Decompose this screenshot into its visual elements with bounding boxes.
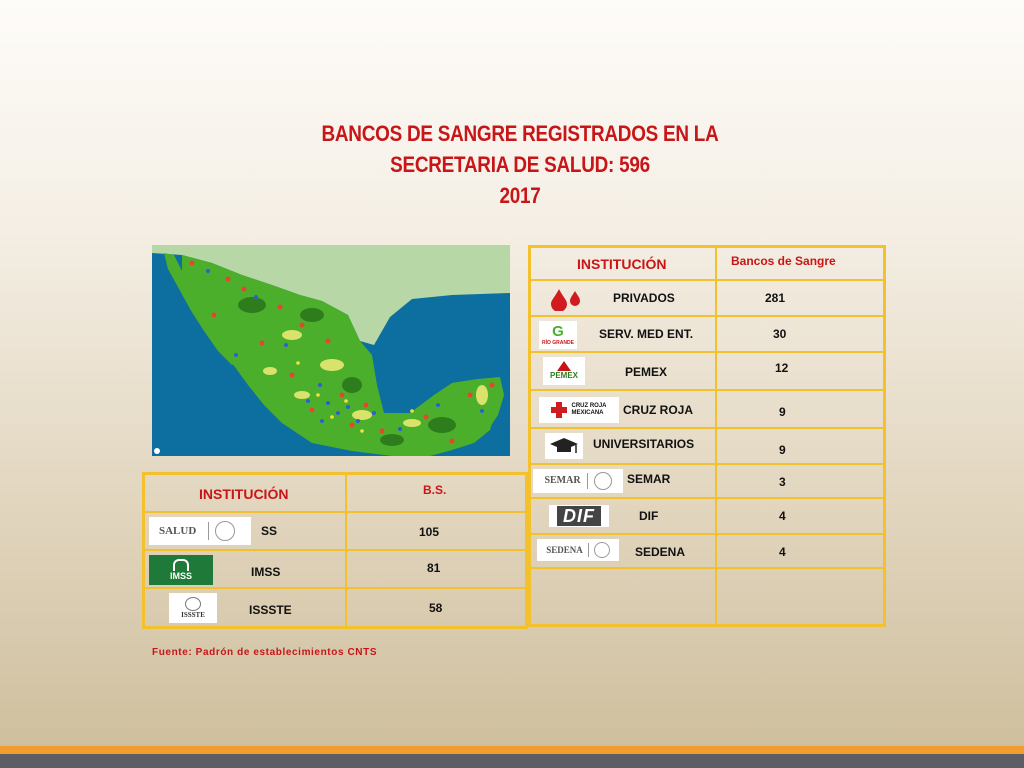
row-universitarios-institution bbox=[530, 428, 717, 464]
right-header-banks: Bancos de Sangre bbox=[731, 254, 836, 268]
right-institution-table bbox=[528, 245, 886, 627]
issste-logo-text: ISSSTE bbox=[181, 610, 205, 619]
left-header-institution-cell bbox=[144, 474, 347, 512]
title-line-3: 2017 bbox=[499, 183, 541, 208]
sedena-logo-text: SEDENA bbox=[546, 544, 583, 555]
red-cross-icon bbox=[551, 402, 567, 418]
row-universitarios-label: UNIVERSITARIOS bbox=[593, 436, 695, 451]
issste-emblem-icon bbox=[185, 597, 201, 611]
cruz-roja-logo bbox=[539, 397, 619, 423]
row-sedena-value: 4 bbox=[779, 544, 786, 559]
seal-icon bbox=[215, 521, 235, 541]
row-pemex-value-cell bbox=[716, 352, 885, 390]
empty-cell-left bbox=[530, 568, 717, 626]
page-title bbox=[250, 118, 790, 211]
row-dif-value: 4 bbox=[779, 508, 786, 523]
cruz-roja-logo-text: CRUZ ROJA bbox=[571, 402, 607, 409]
graduation-cap-icon bbox=[545, 433, 583, 459]
row-cruzroja-value-cell bbox=[716, 390, 885, 428]
row-ss-value-cell bbox=[346, 512, 527, 550]
right-header-institution: INSTITUCIÓN bbox=[577, 256, 667, 272]
pemex-logo bbox=[543, 357, 585, 385]
row-imss-institution bbox=[144, 550, 347, 588]
row-ss-institution bbox=[144, 512, 347, 550]
footer-orange-bar bbox=[0, 746, 1024, 754]
row-servmed-value: 30 bbox=[773, 326, 787, 341]
semar-logo-text: SEMAR bbox=[544, 475, 581, 486]
row-semar-institution bbox=[530, 464, 717, 498]
row-sedena-label: SEDENA bbox=[635, 544, 686, 559]
title-line-1: BANCOS DE SANGRE REGISTRADOS EN LA bbox=[321, 121, 719, 146]
empty-cell-right bbox=[716, 568, 885, 626]
footer-gray-bar bbox=[0, 754, 1024, 768]
row-imss-label: IMSS bbox=[251, 564, 281, 579]
row-servmed-institution bbox=[530, 316, 717, 352]
imss-logo-text: IMSS bbox=[169, 570, 192, 581]
row-cruzroja-institution bbox=[530, 390, 717, 428]
pemex-eagle-icon bbox=[557, 361, 571, 371]
sedena-seal-icon bbox=[594, 542, 610, 558]
mexico-map-graphic bbox=[152, 245, 510, 456]
row-universitarios-value-cell bbox=[716, 428, 885, 464]
sedena-logo bbox=[537, 539, 619, 561]
row-pemex-label: PEMEX bbox=[625, 364, 668, 379]
eagle-icon bbox=[173, 559, 189, 571]
row-dif-label: DIF bbox=[639, 508, 659, 523]
row-semar-value-cell bbox=[716, 464, 885, 498]
row-cruzroja-value: 9 bbox=[779, 404, 786, 419]
right-header-institution-cell bbox=[530, 247, 717, 280]
left-header-institution: INSTITUCIÓN bbox=[199, 486, 289, 502]
imss-logo bbox=[149, 555, 213, 585]
left-header-bs-cell bbox=[346, 474, 527, 512]
left-institution-table bbox=[142, 472, 528, 629]
row-servmed-value-cell bbox=[716, 316, 885, 352]
source-note: Fuente: Padrón de establecimientos CNTS bbox=[152, 647, 378, 658]
mexico-map bbox=[152, 245, 510, 456]
issste-logo bbox=[169, 593, 217, 623]
row-privados-value-cell bbox=[716, 280, 885, 316]
row-privados-label: PRIVADOS bbox=[613, 290, 675, 305]
rio-grande-logo-text: G bbox=[552, 322, 564, 340]
left-header-bs: B.S. bbox=[423, 483, 447, 497]
salud-logo bbox=[149, 517, 251, 545]
dif-logo-text: DIF bbox=[557, 506, 601, 526]
row-universitarios-value: 9 bbox=[779, 442, 786, 457]
row-dif-value-cell bbox=[716, 498, 885, 534]
row-privados-value: 281 bbox=[765, 290, 786, 305]
pemex-logo-text: PEMEX bbox=[549, 371, 578, 380]
row-ss-label: SS bbox=[261, 523, 278, 538]
row-privados-institution bbox=[530, 280, 717, 316]
row-semar-value: 3 bbox=[779, 474, 786, 489]
salud-logo-text: SALUD bbox=[159, 524, 197, 537]
row-imss-value-cell bbox=[346, 550, 527, 588]
row-issste-value: 58 bbox=[429, 600, 443, 615]
rio-grande-logo-sub: RÍO GRANDE bbox=[542, 339, 574, 346]
row-imss-value: 81 bbox=[427, 560, 441, 575]
row-issste-value-cell bbox=[346, 588, 527, 628]
row-issste-label: ISSSTE bbox=[249, 602, 292, 617]
row-cruzroja-label: CRUZ ROJA bbox=[623, 402, 694, 417]
row-issste-institution bbox=[144, 588, 347, 628]
row-dif-institution bbox=[530, 498, 717, 534]
title-line-2: SECRETARIA DE SALUD: 596 bbox=[390, 152, 650, 177]
row-semar-label: SEMAR bbox=[627, 471, 671, 486]
row-sedena-value-cell bbox=[716, 534, 885, 568]
semar-seal-icon bbox=[594, 472, 612, 490]
row-pemex-value: 12 bbox=[775, 360, 789, 375]
right-header-banks-cell bbox=[716, 247, 885, 280]
rio-grande-logo bbox=[539, 321, 577, 349]
semar-logo bbox=[533, 469, 623, 493]
blood-drops-icon bbox=[547, 287, 583, 311]
row-pemex-institution bbox=[530, 352, 717, 390]
row-sedena-institution bbox=[530, 534, 717, 568]
cruz-roja-logo-sub: MEXICANA bbox=[571, 409, 604, 416]
dif-logo bbox=[549, 505, 609, 527]
row-servmed-label: SERV. MED ENT. bbox=[599, 326, 694, 341]
row-ss-value: 105 bbox=[419, 524, 440, 539]
